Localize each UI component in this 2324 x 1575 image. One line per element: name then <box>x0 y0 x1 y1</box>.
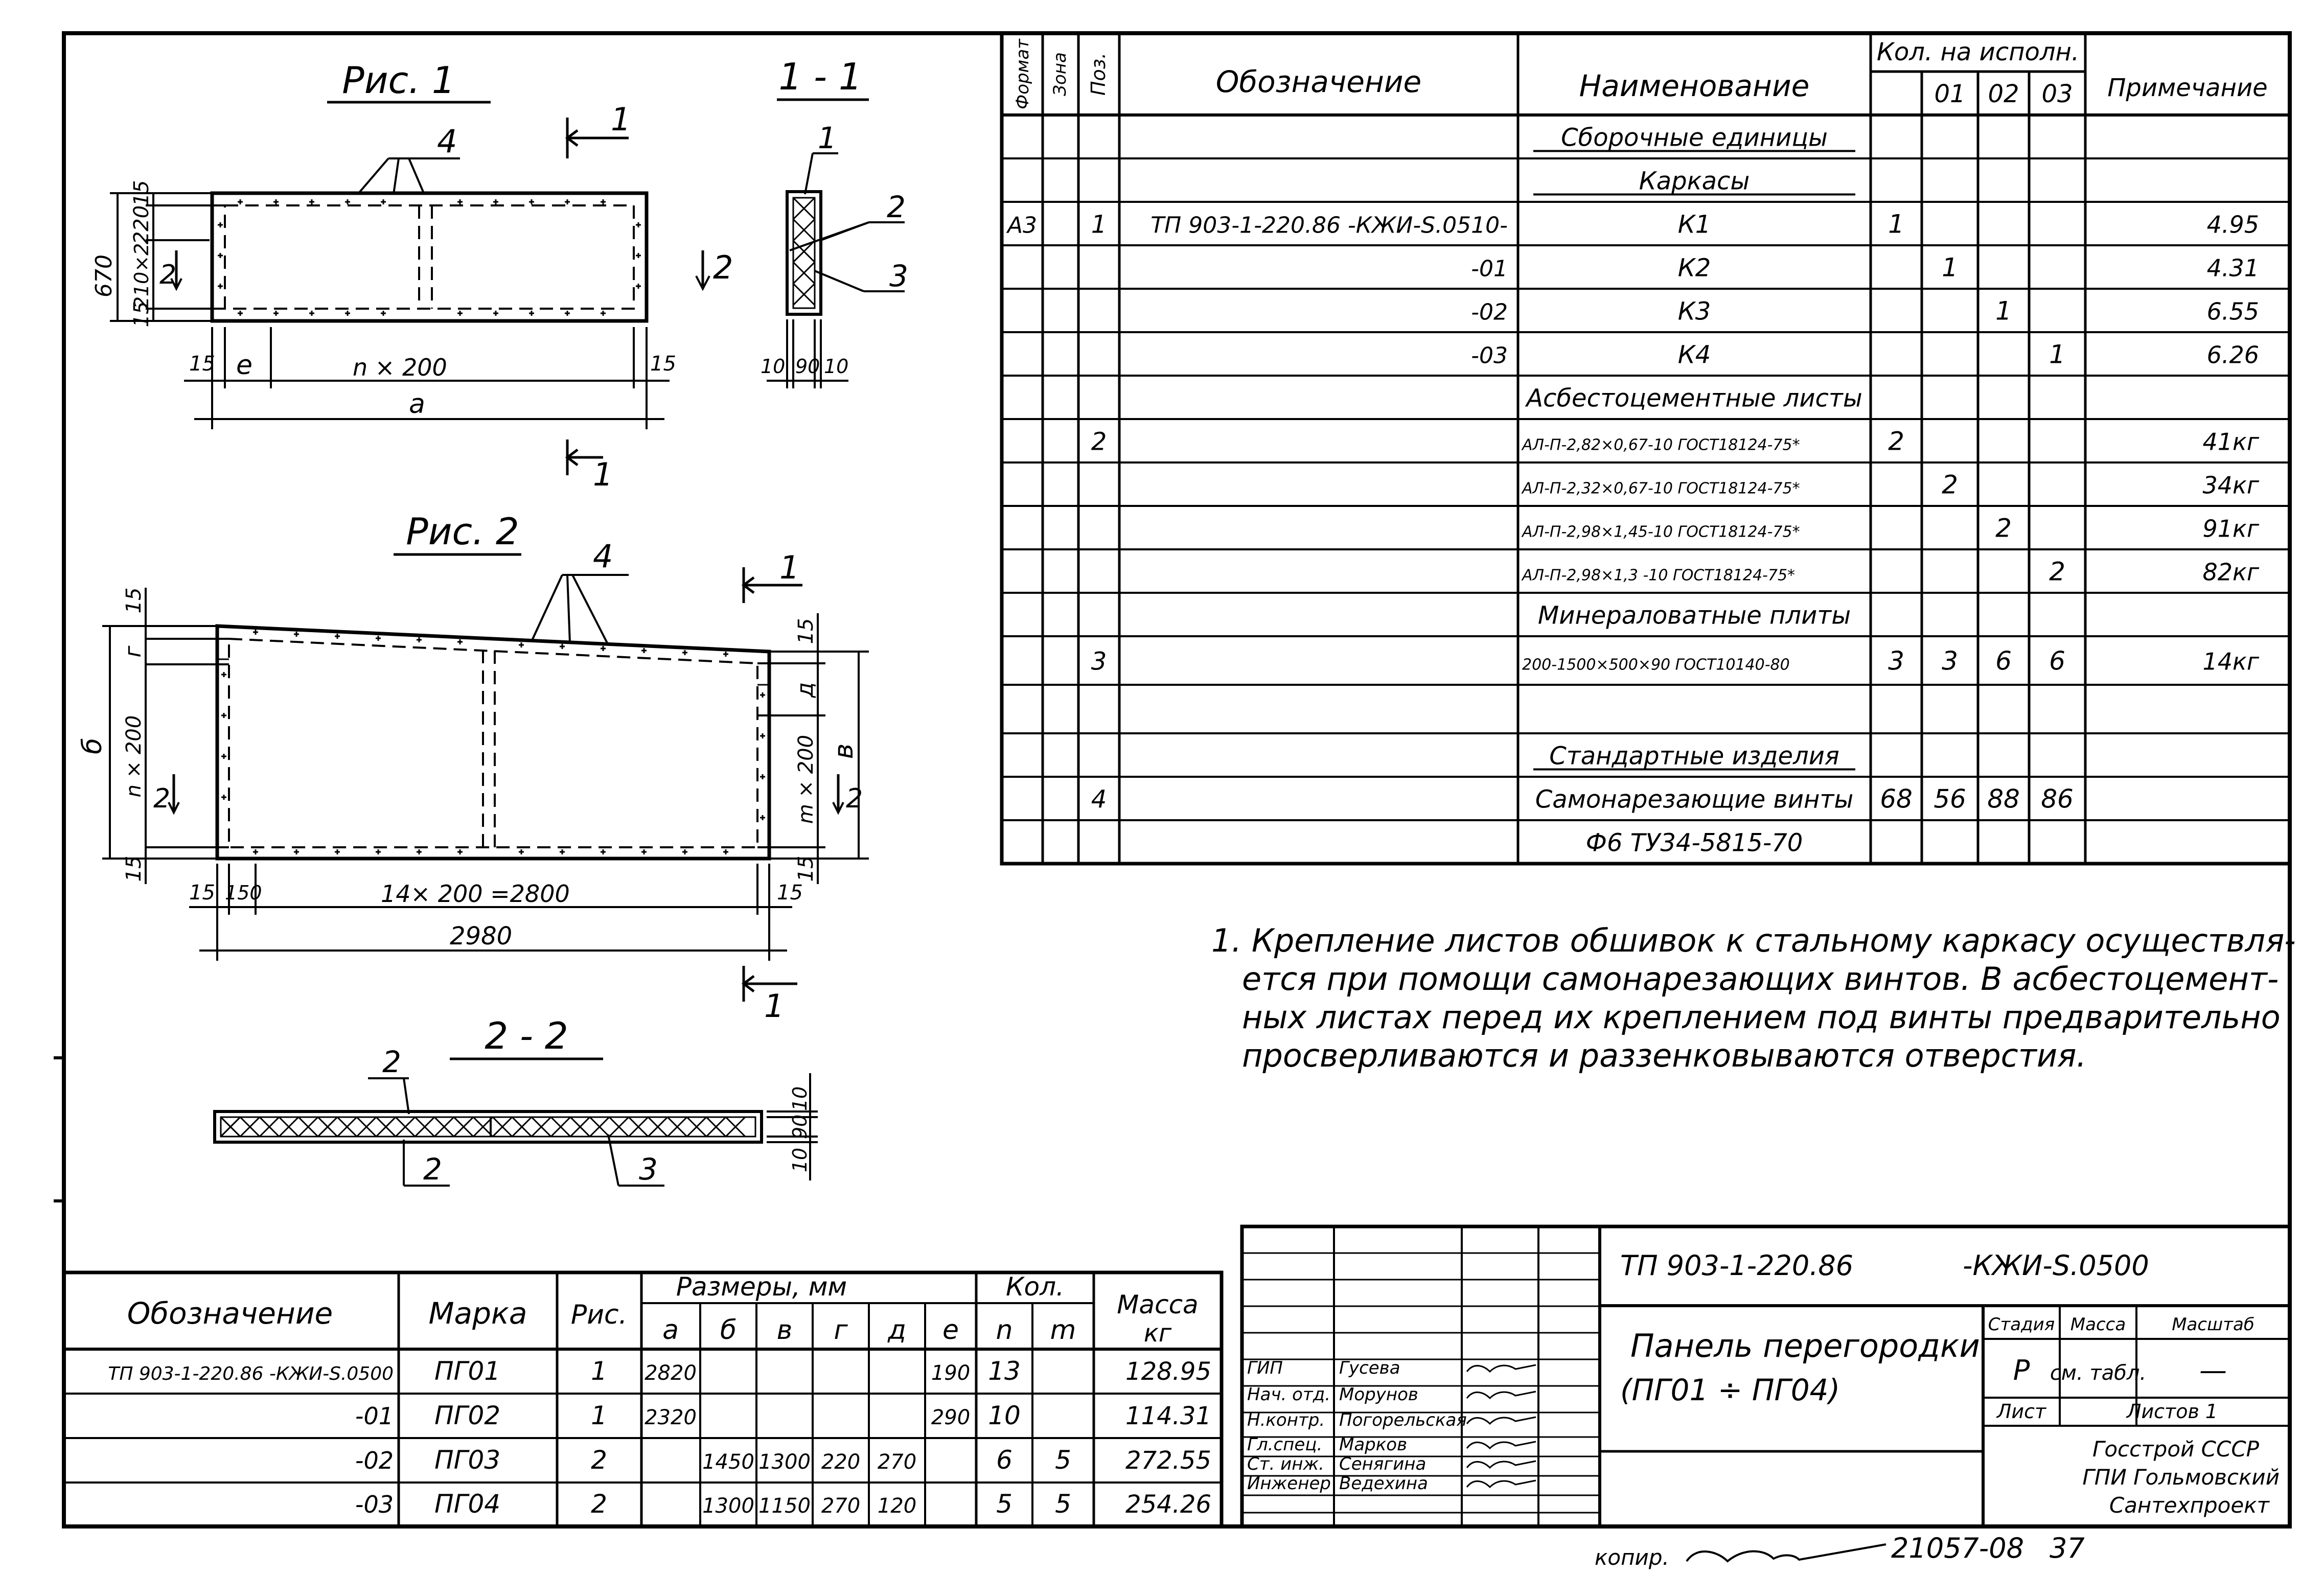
spec-header-note: Примечание <box>2107 74 2268 102</box>
sect11-dim-90: 90 <box>795 355 820 378</box>
sizes-table <box>64 1272 1222 1526</box>
person-signature <box>1467 1442 1536 1448</box>
spec-row <box>1471 253 2259 283</box>
fig2-arrow-2-left: 2 <box>153 783 171 814</box>
note-line-4: просверливаются и раззенковываются отверстия. <box>1242 1037 2087 1074</box>
spec-header-qty-1: 01 <box>1934 80 1966 108</box>
spec-cell-name: Каркасы <box>1639 167 1750 196</box>
fig1-panel-outline <box>212 193 647 321</box>
sizes-cell-qty: 5 <box>1055 1489 1071 1519</box>
fig1-dim-670: 670 <box>91 254 117 297</box>
person-name: Гусева <box>1339 1358 1400 1378</box>
fig2-callout-4: 4 <box>593 538 613 575</box>
doc-code: ТП 903-1-220.86 <box>1620 1249 1854 1282</box>
spec-cell-designation: ТП 903-1-220.86 -КЖИ-S.0510- <box>1151 212 1508 239</box>
fig2-dim-v: в <box>829 743 859 759</box>
sect22-hatch <box>221 1117 745 1137</box>
spec-row <box>1533 167 1855 196</box>
sizes-cell-dim: 1150 <box>758 1494 811 1518</box>
fig2-dim-15-right: 15 <box>777 881 803 905</box>
sizes-cell-mass: 128.95 <box>1125 1357 1211 1386</box>
sizes-cell-dim: 1300 <box>758 1450 811 1474</box>
sizes-subheader-dim: д <box>888 1315 906 1346</box>
person-name: Марков <box>1339 1434 1408 1455</box>
sizes-cell-dim: 2820 <box>645 1361 697 1385</box>
fig2-dim-150: 150 <box>225 882 262 904</box>
sect22-dim-10b: 10 <box>789 1147 811 1173</box>
sizes-cell-fig: 1 <box>591 1356 607 1386</box>
spec-cell-note: 91кг <box>2202 515 2259 543</box>
sizes-cell-dim: 120 <box>877 1494 917 1518</box>
spec-cell-pos: 4 <box>1091 785 1107 814</box>
note-line-1: 1. Крепление листов обшивок к стальному каркасу осуществля- <box>1211 922 2296 959</box>
spec-header-qty-3: 03 <box>2041 80 2073 108</box>
spec-cell-qty: 1 <box>1942 252 1958 283</box>
spec-cell-pos: 3 <box>1091 647 1107 676</box>
sect22-dim-10a: 10 <box>789 1086 811 1111</box>
person-role: Гл.спец. <box>1247 1434 1323 1455</box>
sizes-cell-fig: 1 <box>591 1401 607 1430</box>
sizes-header-fig: Рис. <box>570 1300 628 1330</box>
sect22-title: 2 - 2 <box>485 1014 568 1057</box>
spec-cell-qty: 88 <box>1987 784 2020 814</box>
spec-row <box>1538 601 1851 630</box>
footer-number: 21057-08 <box>1891 1532 2024 1564</box>
sheets-label: Листов 1 <box>2126 1400 2218 1423</box>
fig1-callout-4: 4 <box>437 123 457 160</box>
spec-cell-qty: 1 <box>1995 296 2012 326</box>
fig1-dim-15-top: 15 <box>130 180 153 206</box>
spec-cell-name: Минераловатные плиты <box>1537 601 1851 630</box>
product-title: Панель перегородки <box>1630 1327 1980 1364</box>
scale-label: Масштаб <box>2172 1314 2254 1335</box>
spec-cell-name: К3 <box>1677 297 1711 326</box>
sizes-header-mark: Марка <box>428 1296 527 1331</box>
sect11-dim-10b: 10 <box>824 355 849 378</box>
fig2-dim-d: д <box>792 682 818 698</box>
person-role: Инженер <box>1247 1473 1331 1494</box>
fig2-dim-nx200: n × 200 <box>122 715 146 798</box>
sect22-callout-3: 3 <box>639 1152 658 1187</box>
general-note <box>1211 922 2296 1074</box>
spec-cell-note: 4.95 <box>2206 211 2259 239</box>
sizes-subheader-qty: m <box>1050 1315 1076 1346</box>
fig1-arrow-2-right: 2 <box>713 249 733 286</box>
sizes-subheader-dim: е <box>942 1315 959 1346</box>
sizes-header-designation: Обозначение <box>127 1296 333 1331</box>
figure-2 <box>77 510 869 1025</box>
fig2-dim-15-left: 15 <box>189 881 215 905</box>
sizes-cell-mass: 272.55 <box>1125 1446 1211 1475</box>
footer-page: 37 <box>2050 1532 2085 1564</box>
sect11-dim-10a: 10 <box>761 355 786 378</box>
stage-label: Стадия <box>1988 1314 2055 1335</box>
spec-cell-note: 34кг <box>2202 471 2259 499</box>
spec-cell-qty: 6 <box>1995 646 2012 676</box>
spec-cell-name: Ф6 ТУ34-5815-70 <box>1585 828 1803 858</box>
spec-cell-name: 200-1500×500×90 ГОСТ10140-80 <box>1522 656 1790 674</box>
sizes-cell-mass: 254.26 <box>1125 1490 1211 1519</box>
sizes-row <box>108 1356 1211 1386</box>
spec-cell-qty: 86 <box>2041 784 2074 814</box>
spec-cell-pos: 1 <box>1091 210 1107 239</box>
fig1-title: Рис. 1 <box>342 59 455 102</box>
sizes-cell-designation: -03 <box>355 1491 394 1518</box>
spec-cell-name: Самонарезающие винты <box>1535 785 1854 814</box>
sizes-cell-qty: 5 <box>996 1489 1013 1519</box>
section-1-1 <box>761 55 908 388</box>
sizes-cell-dim: 270 <box>821 1494 861 1518</box>
spec-header-qty-2: 02 <box>1988 80 2019 108</box>
mass-value: см. табл. <box>2050 1361 2147 1385</box>
sect11-insulation <box>793 198 815 308</box>
sect11-callout-3: 3 <box>889 259 908 293</box>
scale-value: — <box>2199 1354 2227 1386</box>
spec-cell-name: Стандартные изделия <box>1549 742 1839 771</box>
fig1-arrow-2-left: 2 <box>159 260 177 290</box>
sizes-header-qty-group: Кол. <box>1006 1272 1064 1302</box>
fig2-dim-2980: 2980 <box>450 922 513 951</box>
sizes-header-dims-group: Размеры, мм <box>676 1272 847 1302</box>
figure-1 <box>91 59 733 493</box>
fig1-dim-210x2: 210×2 <box>130 243 153 309</box>
sizes-cell-fig: 2 <box>591 1445 607 1475</box>
spec-cell-qty: 2 <box>1942 470 1958 500</box>
person-signature <box>1467 1461 1536 1468</box>
spec-cell-note: 41кг <box>2202 428 2259 456</box>
fig2-dim-mx200: m × 200 <box>794 734 818 824</box>
spec-cell-name: АЛ-П-2,98×1,45-10 ГОСТ18124-75* <box>1522 523 1800 541</box>
org-line-3: Сантехпроект <box>2109 1493 2269 1518</box>
sizes-header-mass: Масса <box>1117 1290 1199 1319</box>
spec-cell-name: Сборочные единицы <box>1561 123 1828 152</box>
fig1-section-1-bot: 1 <box>593 456 613 493</box>
fig2-dim-15-bl: 15 <box>122 855 146 882</box>
fig2-dim-15-br: 15 <box>794 855 818 882</box>
sizes-cell-mark: ПГ04 <box>434 1489 501 1519</box>
sect11-title: 1 - 1 <box>778 55 862 98</box>
sizes-subheader-qty: n <box>996 1315 1013 1346</box>
person-name: Ведехина <box>1339 1473 1428 1494</box>
spec-cell-name: Асбестоцементные листы <box>1526 384 1862 413</box>
fig1-screw-marks <box>218 199 641 316</box>
spec-header-name: Наименование <box>1579 68 1810 103</box>
spec-cell-qty: 56 <box>1934 784 1966 814</box>
person-role: Н.контр. <box>1247 1410 1325 1430</box>
person-signature <box>1467 1365 1536 1372</box>
spec-cell-qty: 1 <box>1888 209 1904 239</box>
sizes-cell-mark: ПГ01 <box>434 1356 501 1386</box>
fig1-dim-a: а <box>409 389 425 420</box>
fig1-dim-15-bot: 15 <box>130 301 153 328</box>
fig2-arrow-2-right: 2 <box>846 783 863 814</box>
sheet-label: Лист <box>1996 1400 2046 1423</box>
spec-cell-qty: 1 <box>2049 339 2065 369</box>
sizes-cell-dim: 1450 <box>702 1450 754 1474</box>
person-signature <box>1467 1480 1536 1487</box>
spec-cell-designation: -03 <box>1471 342 1508 369</box>
sect11-callout-2: 2 <box>887 190 906 224</box>
person-name: Погорельская <box>1339 1410 1467 1430</box>
spec-cell-qty: 3 <box>1942 646 1958 676</box>
sizes-cell-qty: 5 <box>1055 1445 1071 1475</box>
spec-row <box>1533 742 1855 771</box>
spec-row <box>1471 296 2259 326</box>
spec-cell-name: К1 <box>1677 210 1711 239</box>
org-line-1: Госстрой СССР <box>2092 1437 2259 1462</box>
spec-cell-note: 6.26 <box>2206 341 2259 369</box>
fig2-screw-marks <box>221 630 765 854</box>
fig1-frame-dashed <box>225 205 634 309</box>
spec-row <box>1091 784 2074 814</box>
product-range: (ПГ01 ÷ ПГ04) <box>1620 1373 1840 1407</box>
spec-header-designation: Обозначение <box>1215 64 1422 99</box>
spec-cell-designation: -01 <box>1471 256 1508 282</box>
doc-suffix: -КЖИ-S.0500 <box>1963 1249 2149 1282</box>
sizes-cell-mark: ПГ02 <box>434 1401 501 1430</box>
fig1-section-1-top: 1 <box>611 101 631 138</box>
fig2-dim-15-tr: 15 <box>794 618 818 644</box>
sizes-cell-designation: -02 <box>355 1447 394 1474</box>
sizes-row <box>355 1401 1211 1430</box>
title-block-people <box>1247 1358 1536 1494</box>
sizes-subheader-dim: г <box>834 1315 848 1346</box>
sizes-subheader-dim: в <box>776 1315 793 1346</box>
spec-cell-note: 82кг <box>2202 558 2259 586</box>
spec-cell-qty: 2 <box>2049 557 2065 587</box>
person-signature <box>1467 1417 1536 1424</box>
spec-cell-qty: 68 <box>1880 784 1913 814</box>
fig2-frame-dashed <box>229 639 757 847</box>
fig1-dim-220: 220 <box>130 205 153 245</box>
spec-row <box>1525 384 1862 413</box>
person-role: ГИП <box>1247 1358 1283 1378</box>
spec-table-rows <box>1006 124 2260 858</box>
mass-label: Масса <box>2070 1314 2126 1335</box>
person-name: Сенягина <box>1339 1454 1426 1474</box>
spec-cell-name: К4 <box>1677 340 1711 369</box>
fig1-dim-15-left: 15 <box>189 352 215 376</box>
sizes-subheader-dim: б <box>720 1315 737 1346</box>
spec-row <box>1586 829 1803 858</box>
spec-row <box>1471 340 2259 369</box>
spec-cell-name: К2 <box>1677 253 1711 283</box>
sizes-row <box>355 1445 1211 1475</box>
sect22-callout-2a: 2 <box>382 1045 401 1079</box>
spec-cell-note: 6.55 <box>2206 297 2259 326</box>
sizes-cell-dim: 270 <box>877 1450 917 1474</box>
spec-row <box>1521 514 2260 543</box>
sizes-cell-dim: 290 <box>931 1406 971 1429</box>
sizes-cell-qty: 10 <box>988 1401 1021 1430</box>
sizes-cell-dim: 220 <box>821 1450 861 1474</box>
spec-cell-qty: 6 <box>2049 646 2065 676</box>
footer-left: копир. <box>1595 1545 1669 1570</box>
fig2-section-1-top: 1 <box>779 549 800 586</box>
fig1-dim-nx200: n × 200 <box>353 354 447 381</box>
fig1-dim-e: е <box>236 350 252 381</box>
sizes-cell-fig: 2 <box>591 1489 607 1519</box>
fig2-dim-g: г <box>120 645 146 658</box>
stage-value: Р <box>2013 1354 2030 1386</box>
fig1-dim-15-right: 15 <box>650 352 676 376</box>
fig2-section-1-bot: 1 <box>764 987 785 1025</box>
title-block <box>1242 1226 2290 1526</box>
spec-cell-pos: 2 <box>1091 427 1107 456</box>
sizes-cell-qty: 13 <box>988 1356 1021 1386</box>
spec-row <box>1006 210 2259 239</box>
spec-cell-name: АЛ-П-2,82×0,67-10 ГОСТ18124-75* <box>1522 436 1800 454</box>
sect22-dim-90: 90 <box>789 1114 811 1140</box>
spec-cell-note: 4.31 <box>2206 254 2259 282</box>
sizes-cell-designation: -01 <box>355 1402 394 1430</box>
spec-cell-designation: -02 <box>1471 299 1508 326</box>
footer-signature <box>1687 1544 1886 1561</box>
spec-cell-qty: 3 <box>1888 646 1904 676</box>
spec-cell-qty: 2 <box>1995 513 2012 543</box>
spec-cell-qty: 2 <box>1888 426 1904 456</box>
section-2-2 <box>215 1014 818 1187</box>
sizes-cell-qty: 6 <box>996 1445 1013 1475</box>
sizes-cell-dim: 2320 <box>645 1406 697 1429</box>
fig2-dim-b: б <box>77 737 108 755</box>
sizes-cell-dim: 1300 <box>702 1494 754 1518</box>
fig2-dim-15-tl: 15 <box>122 587 146 614</box>
fig1-section-marks <box>567 118 629 475</box>
sizes-row <box>355 1489 1211 1519</box>
spec-row <box>1521 470 2260 500</box>
sizes-cell-mass: 114.31 <box>1125 1402 1211 1430</box>
sizes-cell-designation: ТП 903-1-220.86 -КЖИ-S.0500 <box>108 1363 394 1384</box>
person-signature <box>1467 1392 1536 1398</box>
spec-header-format: Формат <box>1013 39 1033 109</box>
spec-row <box>1533 124 1855 152</box>
footer <box>1595 1532 2085 1570</box>
org-line-2: ГПИ Гольмовский <box>2082 1465 2280 1490</box>
fig2-title: Рис. 2 <box>406 510 519 553</box>
person-role: Ст. инж. <box>1247 1454 1324 1474</box>
spec-table <box>1002 33 2290 864</box>
person-role: Нач. отд. <box>1247 1384 1331 1405</box>
sizes-cell-mark: ПГ03 <box>434 1445 501 1475</box>
fig2-dim-14x200: 14× 200 =2800 <box>381 880 570 908</box>
spec-cell-name: АЛ-П-2,32×0,67-10 ГОСТ18124-75* <box>1522 479 1800 498</box>
spec-header-zone: Зона <box>1050 52 1070 96</box>
person-name: Морунов <box>1339 1384 1418 1405</box>
spec-cell-note: 14кг <box>2202 647 2259 676</box>
sect11-callout-1: 1 <box>818 121 837 155</box>
sizes-header-mass-unit: кг <box>1143 1319 1172 1348</box>
spec-cell-name: АЛ-П-2,98×1,3 -10 ГОСТ18124-75* <box>1522 566 1796 585</box>
spec-header-qty-group: Кол. на исполн. <box>1876 38 2080 66</box>
note-line-3: ных листах перед их креплением под винты предварительно <box>1242 999 2281 1036</box>
spec-row <box>1521 557 2260 587</box>
spec-cell-format: А3 <box>1007 212 1038 239</box>
spec-header-pos: Поз. <box>1087 52 1110 96</box>
sizes-subheader-dim: а <box>662 1315 679 1346</box>
note-line-2: ется при помощи самонарезающих винтов. В асбестоцемент- <box>1242 960 2279 998</box>
sizes-cell-dim: 190 <box>931 1361 971 1385</box>
sect22-callout-2b: 2 <box>423 1152 442 1187</box>
